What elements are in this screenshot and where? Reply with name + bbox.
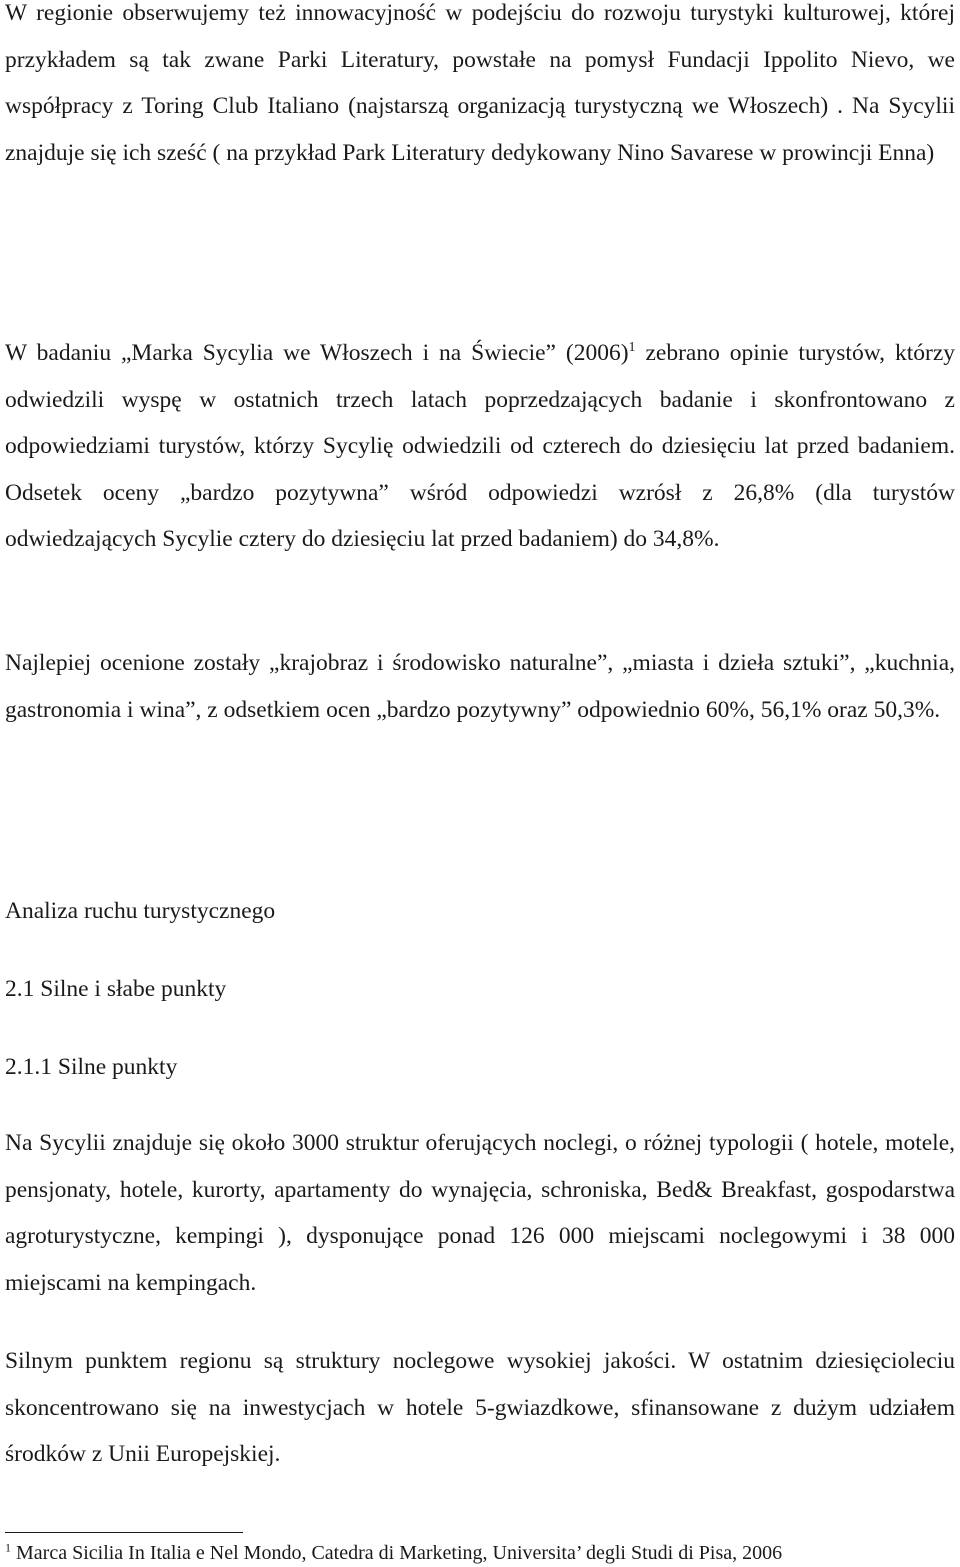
paragraph-brand-survey	[5, 330, 955, 563]
survey-text-end: zebrano opinie turystów, którzy odwiedzili wyspę w ostatnich trzech latach poprzedzających badanie i skonfrontowano z odpowiedziami turystów, którzy Sycylię odwiedzili od czterech do dziesięciu lat przed badaniem. Odsetek oceny „bardzo pozytywna” wśród odpowiedzi wzrósł z 26,8% (dla turystów odwiedzających Sycylie cztery do dziesięciu lat przed badaniem) do 34,8%.	[5, 340, 955, 552]
footnote-reference[interactable]: 1	[628, 340, 636, 356]
paragraph-accommodation: Na Sycylii znajduje się około 3000 struktur oferujących noclegi, o różnej typologii ( hotele, motele, pensjonaty, hotele, kurorty, apartamenty do wynajęcia, schroniska, Bed& Breakfast, gospodarstwa agroturystyczne, kempingi ), dysponujące ponad 126 000 miejscami noclegowymi i 38 000 miejscami na kempingach.	[5, 1130, 955, 1296]
subsection-heading-strengths-weaknesses: 2.1 Silne i słabe punkty	[5, 976, 227, 1002]
survey-text-start: W badaniu „Marka Sycylia we Włoszech i na Świecie” (2006)	[5, 340, 629, 366]
footnote-separator	[5, 1532, 243, 1533]
section-heading-analysis: Analiza ruchu turystycznego	[5, 898, 276, 924]
paragraph-quality-hotels: Silnym punktem regionu są struktury noclegowe wysokiej jakości. W ostatnim dziesięcioleciu skoncentrowano się na inwestycjach w hotele 5-gwiazdkowe, sfinansowane z dużym udziałem środków z Unii Europejskiej.	[5, 1348, 955, 1467]
footnote-text: Marca Sicilia In Italia e Nel Mondo, Catedra di Marketing, Universita’ degli Studi di Pisa, 2006	[11, 1542, 783, 1564]
subsubsection-heading-strengths: 2.1.1 Silne punkty	[5, 1054, 178, 1080]
footnote	[5, 1541, 782, 1565]
paragraph-literary-parks: W regionie obserwujemy też innowacyjność w podejściu do rozwoju turystyki kulturowej, której przykładem są tak zwane Parki Literatury, powstałe na pomysł Fundacji Ippolito Nievo, we współpracy z Toring Club Italiano (najstarszą organizacją turystyczną we Włoszech) . Na Sycylii znajduje się ich sześć ( na przykład Park Literatury dedykowany Nino Savarese w prowincji Enna)	[5, 0, 955, 166]
paragraph-best-rated: Najlepiej ocenione zostały „krajobraz i środowisko naturalne”, „miasta i dzieła sztuki”, „kuchnia, gastronomia i wina”, z odsetkiem ocen „bardzo pozytywny” odpowiednio 60%, 56,1% oraz 50,3%.	[5, 650, 955, 723]
footnote-number: 1	[5, 1540, 11, 1555]
